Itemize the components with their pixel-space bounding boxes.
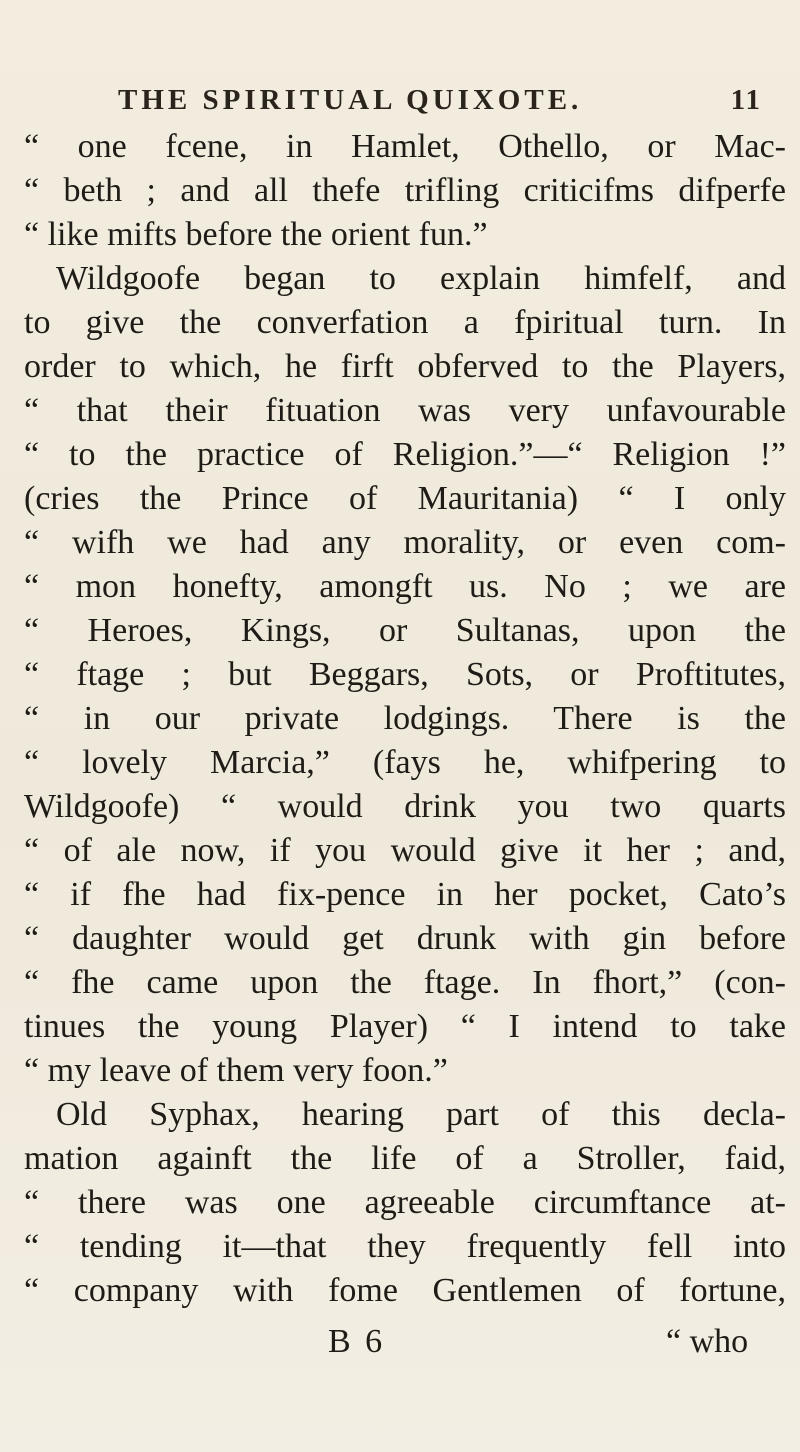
- text-line: “ like mifts before the orient fun.”: [24, 216, 488, 253]
- text-line: “ that their fituation was very unfavourable: [24, 392, 786, 429]
- text-line: “ tending it—that they frequently fell into: [24, 1228, 786, 1265]
- text-line: mation againft the life of a Stroller, faid,: [24, 1140, 786, 1177]
- paragraph-start-line: Wildgoofe began to explain himfelf, and: [56, 260, 786, 297]
- text-line: “ of ale now, if you would give it her ; and,: [24, 832, 786, 869]
- text-line: “ fhe came upon the ftage. In fhort,” (con-: [24, 964, 786, 1001]
- text-line: “ beth ; and all thefe trifling criticifms difperfe: [24, 172, 786, 209]
- text-line: “ daughter would get drunk with gin before: [24, 920, 786, 957]
- page-number: 11: [730, 84, 762, 116]
- text-line: “ to the practice of Religion.”—“ Religion !”: [24, 436, 786, 473]
- text-line: (cries the Prince of Mauritania) “ I only: [24, 480, 786, 517]
- text-line: Wildgoofe) “ would drink you two quarts: [24, 788, 786, 825]
- page-header: [0, 82, 800, 122]
- text-line: “ Heroes, Kings, or Sultanas, upon the: [24, 612, 786, 649]
- text-line: “ ftage ; but Beggars, Sots, or Proftitutes,: [24, 656, 786, 693]
- text-line: “ in our private lodgings. There is the: [24, 700, 786, 737]
- page-footer: [0, 1323, 800, 1363]
- text-line: “ company with fome Gentlemen of fortune,: [24, 1272, 786, 1309]
- text-line: “ mon honefty, amongft us. No ; we are: [24, 568, 786, 605]
- text-line: “ lovely Marcia,” (fays he, whifpering to: [24, 744, 786, 781]
- catchword: “ who: [666, 1323, 749, 1360]
- paragraph-start-line: Old Syphax, hearing part of this decla-: [56, 1096, 786, 1133]
- text-line: to give the converfation a fpiritual turn. In: [24, 304, 786, 341]
- text-line: order to which, he firft obferved to the Players,: [24, 348, 786, 385]
- text-line: “ there was one agreeable circumftance at-: [24, 1184, 786, 1221]
- text-line: tinues the young Player) “ I intend to take: [24, 1008, 786, 1045]
- running-title: THE SPIRITUAL QUIXOTE.: [118, 84, 583, 116]
- text-line: “ my leave of them very foon.”: [24, 1052, 448, 1089]
- text-line: “ wifh we had any morality, or even com-: [24, 524, 786, 561]
- signature-mark: B 6: [328, 1323, 386, 1360]
- text-line: “ one fcene, in Hamlet, Othello, or Mac-: [24, 128, 786, 165]
- text-line: “ if fhe had fix-pence in her pocket, Cato’s: [24, 876, 786, 913]
